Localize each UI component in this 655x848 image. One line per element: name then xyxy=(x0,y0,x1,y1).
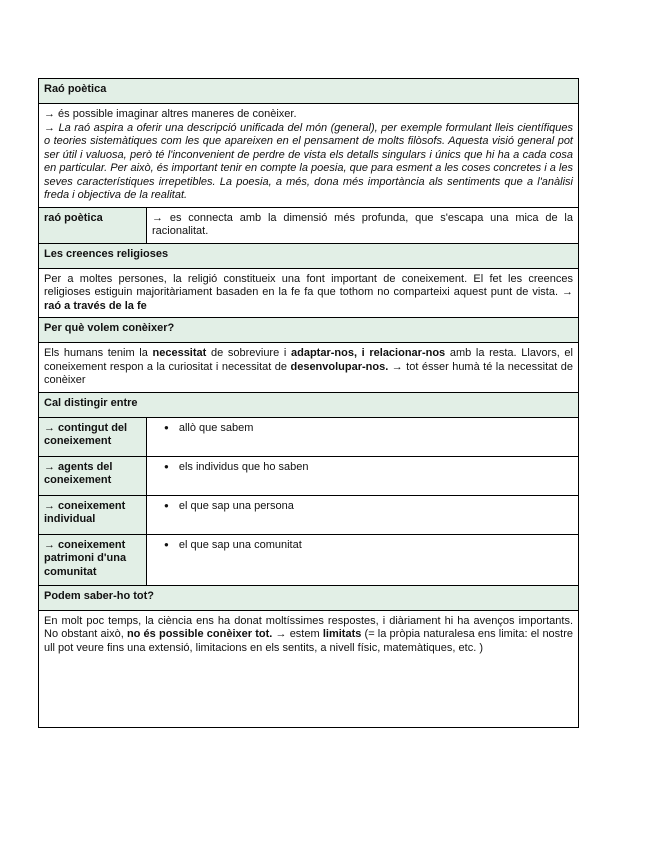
distingir-item-2: ● el que sap una persona xyxy=(164,500,573,514)
creences-arrow: → xyxy=(558,286,573,298)
distingir-item-3: ● el que sap una comunitat xyxy=(164,539,573,553)
section-heading-rao-poetica: Raó poètica xyxy=(39,79,579,104)
saber-tot-t1: En molt poc temps, la ciència ens ha donat moltíssimes respostes, i diàriament hi ha avenços importants. No obstant això, xyxy=(44,614,573,640)
per-que-t1: Els humans tenim la xyxy=(44,347,153,359)
creences-body xyxy=(39,268,579,318)
rao-poetica-line1: → és possible imaginar altres maneres de conèixer. xyxy=(44,108,297,120)
creences-bold: raó a través de la fe xyxy=(44,299,147,312)
distingir-item-cell-2 xyxy=(147,495,579,534)
term-label-rao-poetica: raó poètica xyxy=(39,207,147,243)
per-que-b2: adaptar-nos, i relacionar-nos xyxy=(290,347,446,359)
per-que-b3: desenvolupar-nos. xyxy=(290,360,389,373)
rao-poetica-body xyxy=(39,104,579,208)
section-heading-creences: Les creences religioses xyxy=(39,243,579,268)
creences-text: Per a moltes persones, la religió constitueix una font important de coneixement. El fet les creences religioses estiguin majoritàriament basaden en la fe fa que tothom no comparteixi aquest punt de vista. xyxy=(44,272,573,298)
per-que-body xyxy=(39,343,579,393)
distingir-item-cell-0 xyxy=(147,417,579,456)
distingir-item-cell-1 xyxy=(147,456,579,495)
term-text-rao-poetica: → es connecta amb la dimensió més profunda, que s'escapa una mica de la racionalitat. xyxy=(147,207,579,243)
saber-tot-b2: limitats xyxy=(322,628,362,640)
distingir-label-0: → contingut del coneixement xyxy=(39,417,147,456)
distingir-item-0: ● allò que sabem xyxy=(164,422,573,436)
distingir-label-2: → coneixement individual xyxy=(39,495,147,534)
saber-tot-t2: → estem xyxy=(272,628,323,640)
section-heading-saber-tot: Podem saber-ho tot? xyxy=(39,585,579,610)
distingir-label-1: → agents del coneixement xyxy=(39,456,147,495)
saber-tot-body xyxy=(39,610,579,727)
notes-table xyxy=(38,78,579,728)
per-que-t2: de sobreviure i xyxy=(206,347,291,359)
saber-tot-b1: no és possible conèixer tot. xyxy=(126,628,273,640)
per-que-t4: → tot ésser humà té la necessitat de conèixer xyxy=(44,360,573,386)
distingir-item-cell-3 xyxy=(147,534,579,585)
per-que-t3: amb la resta. Llavors, el coneixement respon a la curiositat i necessitat de xyxy=(44,347,573,373)
section-heading-per-que: Per què volem conèixer? xyxy=(39,318,579,343)
section-heading-distingir: Cal distingir entre xyxy=(39,392,579,417)
rao-poetica-line2: → La raó aspira a oferir una descripció unificada del món (general), per exemple formulant lleis científiques o teories sistemàtiques com les que apareixen en el pensament de molts filòsofs. Aquesta visió general pot ser útil i valuosa, però té l'inconvenient de perdre de vista els detalls singulars i únics que hi ha a cada cosa en particular. Per això, és important tenir en compte la poesia, que para esment a les coses concretes i a les seves característiques irrepetibles. La poesia, a més, dona més importància als sentiments que a l'anàlisi freda i objectiva de la realitat. xyxy=(44,121,573,201)
distingir-item-1: ● els individus que ho saben xyxy=(164,461,573,475)
distingir-label-3: → coneixement patrimoni d'una comunitat xyxy=(39,534,147,585)
saber-tot-t3: (= la pròpia naturalesa ens limita: el nostre ull pot veure fins una extensió, limitacions en els sentits, a nivell físic, matemàtiques, etc. ) xyxy=(44,628,574,654)
per-que-b1: necessitat xyxy=(152,347,207,359)
